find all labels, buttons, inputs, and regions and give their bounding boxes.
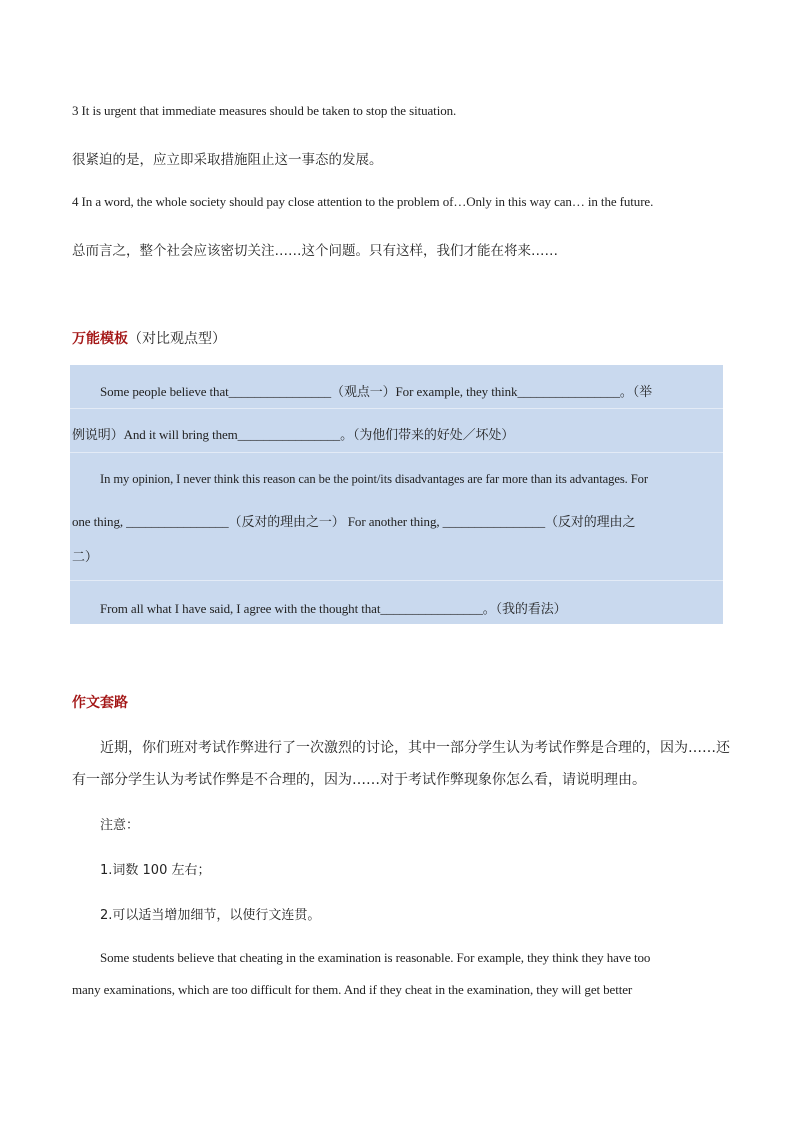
template-line-3: In my opinion, I never think this reason can be the point/its disadvantages are far more than its advantages. For [100, 472, 648, 486]
note-item-2: 2.可以适当增加细节，以使行文连贯。 [100, 908, 321, 923]
note-label: 注意： [100, 818, 140, 833]
template-line-2: 例说明）And it will bring them________________。（为他们带来的好处／坏处） [72, 427, 515, 442]
sample-essay-line-2: many examinations, which are too difficult for them. And if they cheat in the examination, they will get better [72, 982, 633, 997]
sample-essay-line-1: Some students believe that cheating in the examination is reasonable. For example, they think they have too [100, 950, 651, 965]
phrase-4-english: 4 In a word, the whole society should pay close attention to the problem of…Only in this way can… in the future. [72, 194, 654, 209]
template-box [70, 365, 723, 624]
template-line-4: one thing, ________________（反对的理由之一） For another thing, ________________（反对的理由之 [72, 514, 636, 529]
note-item-1: 1.词数 100 左右； [100, 863, 211, 878]
phrase-3-chinese: 很紧迫的是，应立即采取措施阻止这一事态的发展。 [72, 152, 383, 168]
template-section-heading [72, 328, 226, 348]
essay-section-title: 作文套路 [72, 695, 128, 711]
template-section-title: 万能模板 [72, 331, 128, 347]
template-line-5: 二） [72, 549, 98, 564]
phrase-3-english: 3 It is urgent that immediate measures should be taken to stop the situation. [72, 103, 457, 118]
template-line-1: Some people believe that________________（观点一）For example, they think________________。（举 [100, 384, 653, 399]
essay-prompt-line-1: 近期，你们班对考试作弊进行了一次激烈的讨论，其中一部分学生认为考试作弊是合理的，因为……还 [100, 740, 730, 756]
essay-prompt-line-2: 有一部分学生认为考试作弊是不合理的，因为……对于考试作弊现象你怎么看，请说明理由。 [72, 772, 646, 788]
phrase-4-chinese: 总而言之，整个社会应该密切关注……这个问题。只有这样，我们才能在将来…… [72, 243, 558, 259]
template-line-6: From all what I have said, I agree with the thought that________________。（我的看法） [100, 601, 567, 616]
template-section-subtitle: （对比观点型） [128, 331, 226, 347]
